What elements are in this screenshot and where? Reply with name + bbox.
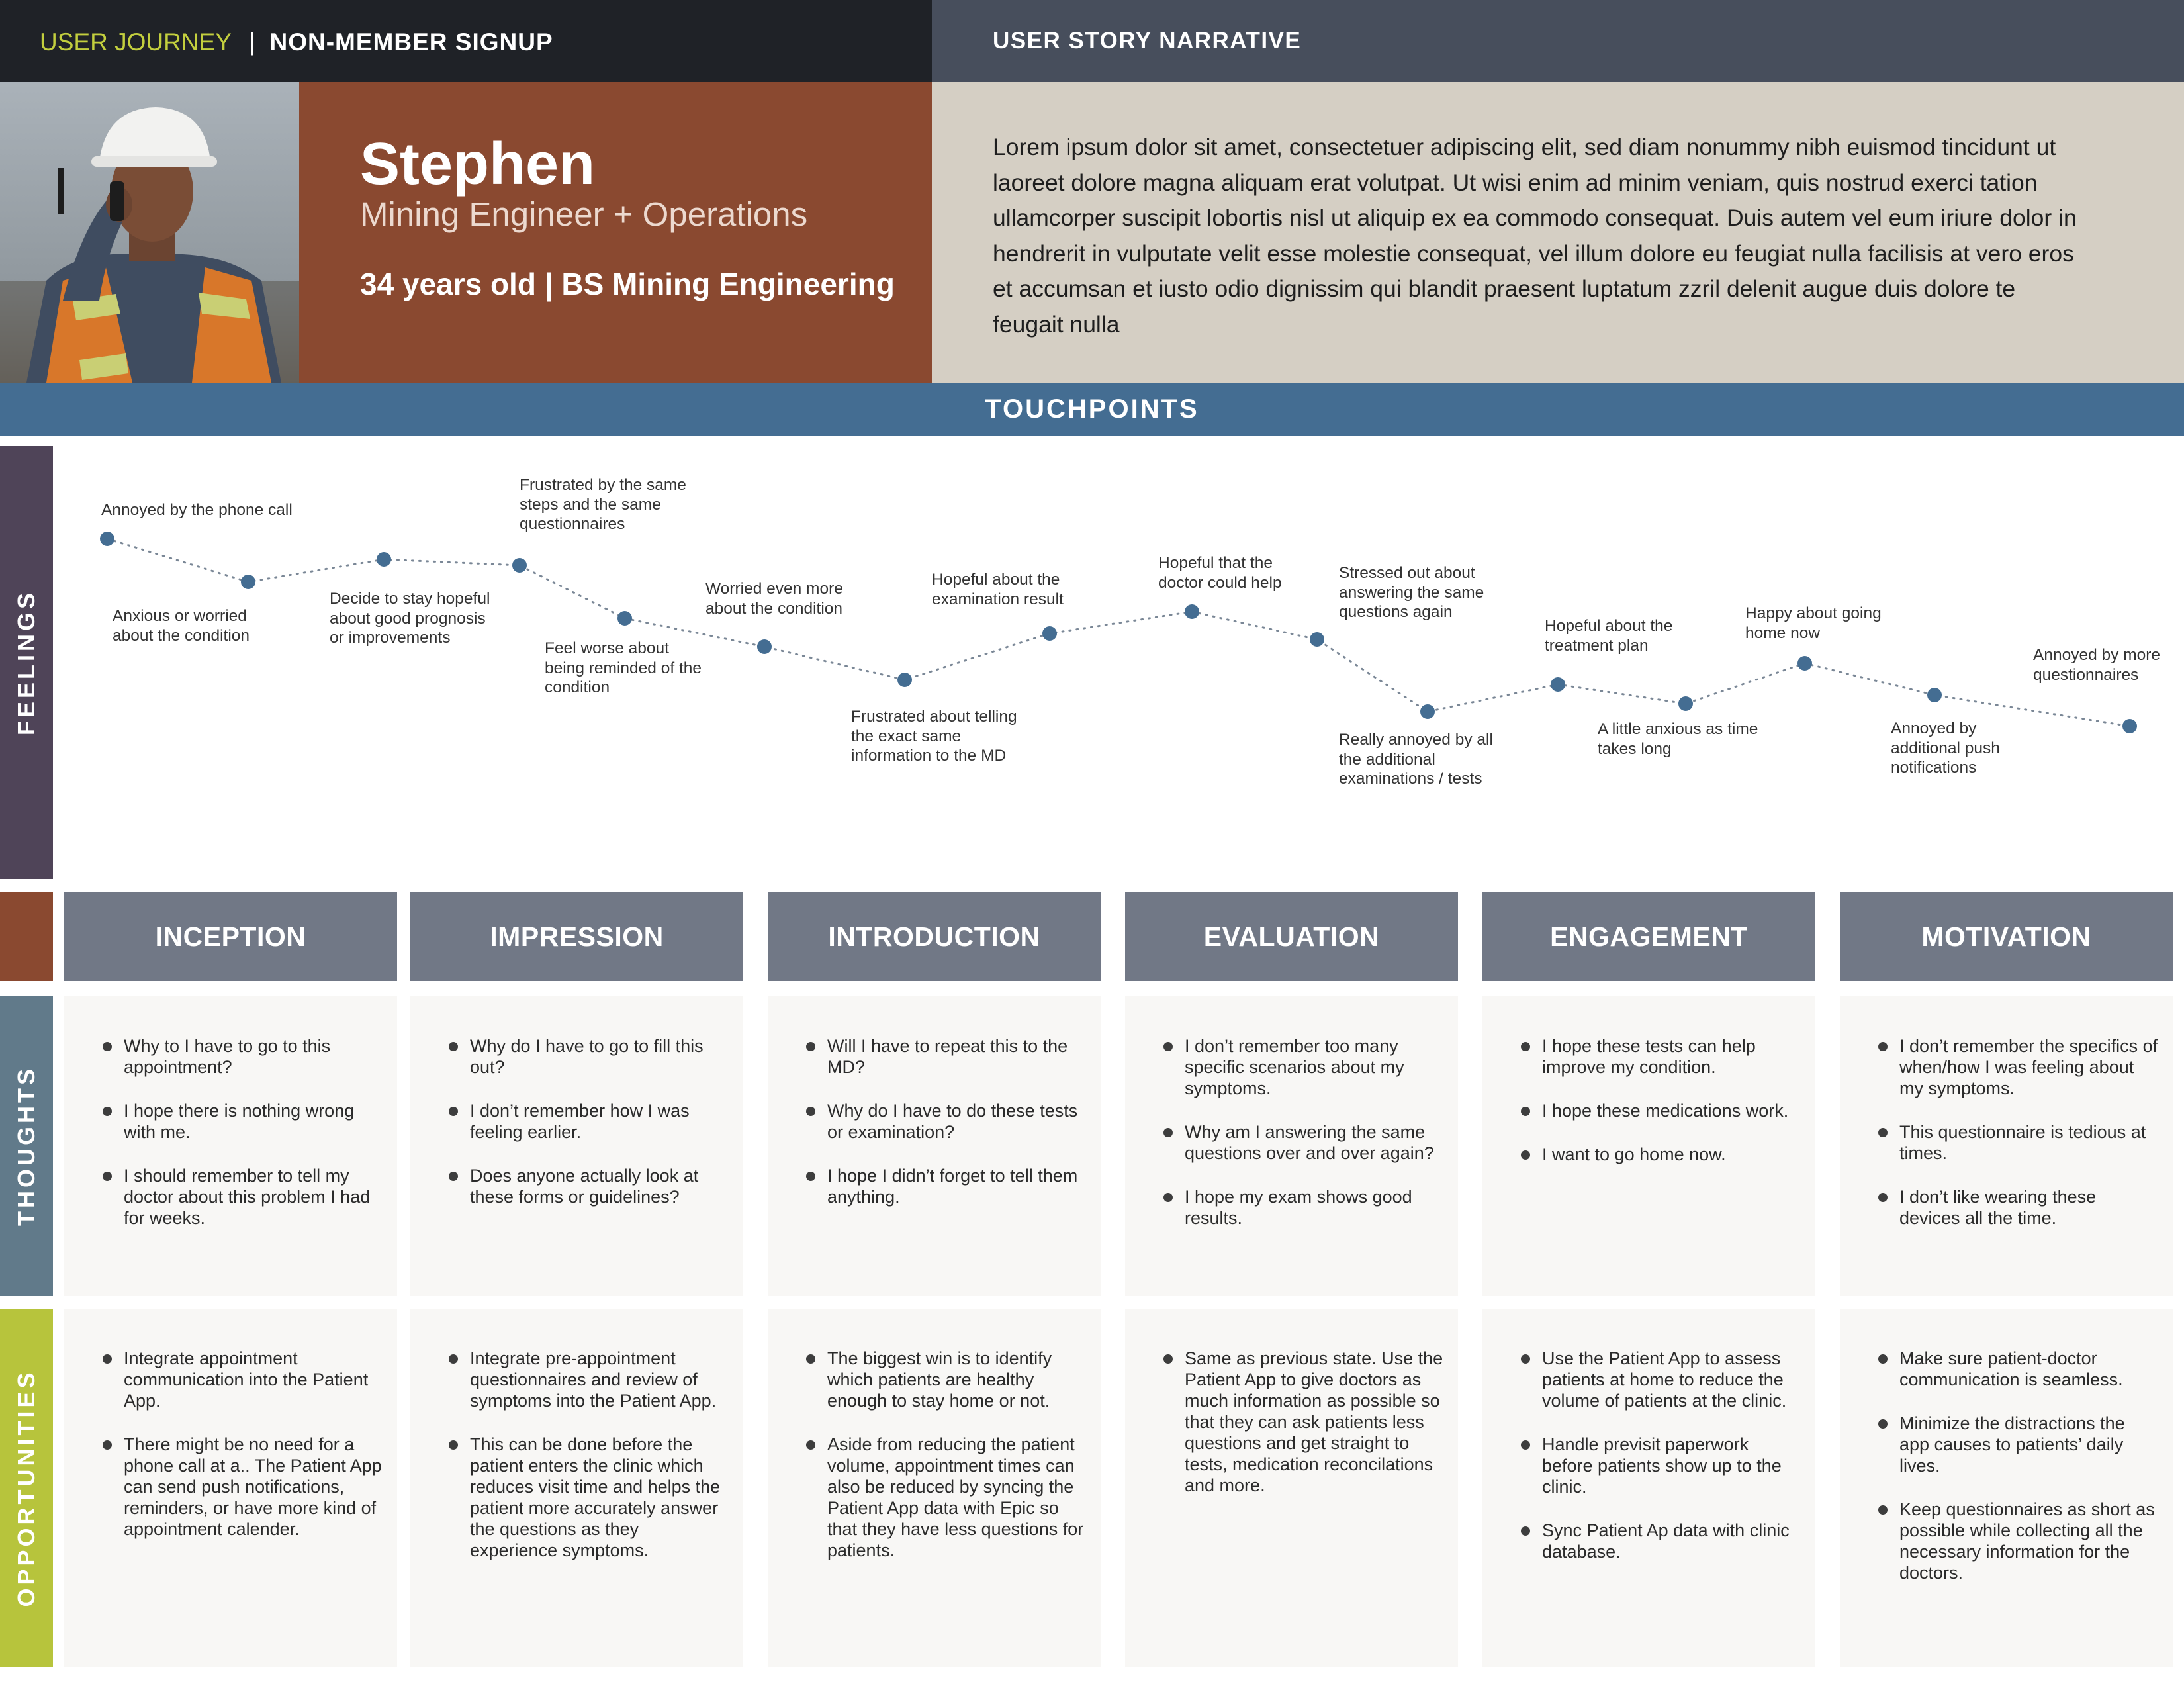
feeling-point: [1797, 656, 1812, 671]
feeling-point: [1678, 696, 1693, 711]
thoughts-cell: [1482, 996, 1815, 1296]
narrative-text: Lorem ipsum dolor sit amet, consectetuer adipiscing elit, sed diam nonummy nibh euismod tincidunt ut laoreet dolore magna aliquam erat volutpat. Ut wisi enim ad minim veniam, quis nostrud exerci tation ullamcorper suscipit lobortis nisl ut aliquip ex ea commodo consequat. Duis autem vel eum iriure dolor in hendrerit in vulputate velit esse molestie consequat, vel illum dolore eu feugiat nulla facilisis at vero eros et accumsan et iusto odio dignissim qui blandit praesent luptatum zzril delenit augue duis dolore te feugait nulla: [993, 134, 2077, 338]
thoughts-list: [1521, 1035, 1802, 1188]
phase-header-impression: IMPRESSION: [410, 892, 743, 981]
thoughts-cell: [1125, 996, 1458, 1296]
opportunities-list: [806, 1348, 1087, 1583]
opportunity-item: Integrate appointment communication into the Patient App.: [103, 1348, 384, 1411]
feeling-label: Frustrated by the same steps and the same questionnaires: [520, 476, 686, 533]
opportunity-item: Same as previous state. Use the Patient App to give doctors as much information as possible so that they can ask patients less questions and get straight to tests, medication reconcilations and more.: [1163, 1348, 1445, 1496]
opportunity-item: The biggest win is to identify which patients are healthy enough to stay home or not.: [806, 1348, 1087, 1411]
feeling-label: Annoyed by more questionnaires: [2033, 646, 2161, 684]
opportunities-cell: [64, 1309, 397, 1667]
opportunities-cell: [1482, 1309, 1815, 1667]
feeling-label: Hopeful about the examination result: [932, 571, 1064, 608]
phase-header-engagement: ENGAGEMENT: [1482, 892, 1815, 981]
feeling-label: Annoyed by additional push notifications: [1891, 720, 2000, 776]
thoughts-list: [1878, 1035, 2160, 1251]
persona-role: Mining Engineer + Operations: [360, 195, 808, 233]
feeling-label: Hopeful that the doctor could help: [1158, 554, 1282, 592]
thoughts-list: [449, 1035, 730, 1230]
thought-item: I hope these medications work.: [1521, 1100, 1802, 1121]
phase-header-evaluation: EVALUATION: [1125, 892, 1458, 981]
feeling-point: [100, 532, 114, 546]
feeling-point: [897, 673, 912, 687]
opportunity-item: Use the Patient App to assess patients at home to reduce the volume of patients at the clinic.: [1521, 1348, 1802, 1411]
thought-item: I hope these tests can help improve my condition.: [1521, 1035, 1802, 1078]
opportunities-cell: [768, 1309, 1101, 1667]
opportunities-label: OPPORTUNITIES: [13, 1369, 40, 1607]
feeling-point: [1042, 626, 1057, 641]
opportunity-item: Integrate pre-appointment questionnaires and review of symptoms into the Patient App.: [449, 1348, 730, 1411]
opportunity-item: Minimize the distractions the app causes to patients’ daily lives.: [1878, 1413, 2160, 1476]
feeling-label: Hopeful about the treatment plan: [1545, 617, 1673, 655]
breadcrumb-section: USER JOURNEY: [40, 28, 232, 56]
feeling-label: Annoyed by the phone call: [101, 501, 293, 519]
thoughts-cell: [64, 996, 397, 1296]
thought-item: Why do I have to go to fill this out?: [449, 1035, 730, 1078]
thought-item: I don’t remember too many specific scenarios about my symptoms.: [1163, 1035, 1445, 1099]
feeling-point: [1927, 688, 1942, 702]
feeling-label: A little anxious as time takes long: [1598, 720, 1758, 758]
feelings-label: FEELINGS: [13, 589, 40, 736]
thought-item: I don’t remember the specifics of when/how I was feeling about my symptoms.: [1878, 1035, 2160, 1099]
thought-item: Why do I have to do these tests or examination?: [806, 1100, 1087, 1143]
opportunity-item: Aside from reducing the patient volume, appointment times can also be reduced by syncing the Patient App data with Epic so that they have less questions for patients.: [806, 1434, 1087, 1561]
opportunity-item: Handle previsit paperwork before patients show up to the clinic.: [1521, 1434, 1802, 1497]
thoughts-list: [806, 1035, 1087, 1230]
feeling-label: Happy about going home now: [1745, 604, 1882, 642]
feeling-label: Anxious or worried about the condition: [113, 607, 250, 645]
opportunities-cell: [1840, 1309, 2173, 1667]
feeling-label: Really annoyed by all the additional examinations / tests: [1339, 731, 1493, 788]
opportunities-list: [1878, 1348, 2160, 1606]
feeling-point: [2122, 719, 2137, 733]
feeling-label: Decide to stay hopeful about good prognosis or improvements: [330, 590, 490, 647]
breadcrumb-separator: |: [248, 28, 255, 56]
thought-item: I don’t like wearing these devices all the time.: [1878, 1186, 2160, 1229]
phase-header-motivation: MOTIVATION: [1840, 892, 2173, 981]
thoughts-cell: [1840, 996, 2173, 1296]
opportunity-item: Sync Patient Ap data with clinic database.: [1521, 1520, 1802, 1562]
opportunity-item: This can be done before the patient enters the clinic which reduces visit time and helps the patient more accurately answer the questions as they experience symptoms.: [449, 1434, 730, 1561]
thoughts-label: THOUGHTS: [13, 1066, 40, 1226]
feeling-point: [377, 552, 391, 567]
feeling-point: [757, 639, 772, 654]
feeling-point: [617, 611, 632, 626]
feeling-point: [1551, 677, 1565, 692]
feeling-label: Frustrated about telling the exact same information to the MD: [851, 708, 1017, 765]
thought-item: Why am I answering the same questions over and over again?: [1163, 1121, 1445, 1164]
phase-header-introduction: INTRODUCTION: [768, 892, 1101, 981]
opportunities-cell: [1125, 1309, 1458, 1667]
feeling-label: Stressed out about answering the same questions again: [1339, 564, 1484, 621]
thought-item: This questionnaire is tedious at times.: [1878, 1121, 2160, 1164]
feeling-point: [1310, 632, 1324, 647]
thought-item: I hope my exam shows good results.: [1163, 1186, 1445, 1229]
thought-item: I hope I didn’t forget to tell them anything.: [806, 1165, 1087, 1207]
opportunity-item: Make sure patient-doctor communication is seamless.: [1878, 1348, 2160, 1390]
thought-item: I should remember to tell my doctor about this problem I had for weeks.: [103, 1165, 384, 1229]
thought-item: I don’t remember how I was feeling earlier.: [449, 1100, 730, 1143]
thought-item: Does anyone actually look at these forms or guidelines?: [449, 1165, 730, 1207]
opportunities-list: [1521, 1348, 1802, 1585]
thoughts-cell: [410, 996, 743, 1296]
thoughts-list: [103, 1035, 384, 1251]
thoughts-cell: [768, 996, 1101, 1296]
persona-name: Stephen: [360, 131, 596, 197]
thought-item: I want to go home now.: [1521, 1144, 1802, 1165]
opportunity-item: Keep questionnaires as short as possible while collecting all the necessary information for the doctors.: [1878, 1499, 2160, 1583]
story-label: USER STORY NARRATIVE: [993, 28, 1302, 54]
opportunities-list: [1163, 1348, 1445, 1519]
feeling-label: Feel worse about being reminded of the condition: [545, 639, 702, 696]
feeling-point: [512, 558, 527, 573]
feeling-point: [1420, 704, 1435, 719]
touchpoints-banner: TOUCHPOINTS: [0, 383, 2184, 436]
thought-item: Will I have to repeat this to the MD?: [806, 1035, 1087, 1078]
thought-item: I hope there is nothing wrong with me.: [103, 1100, 384, 1143]
thoughts-list: [1163, 1035, 1445, 1251]
breadcrumb-flow: NON-MEMBER SIGNUP: [269, 28, 553, 56]
thought-item: Why to I have to go to this appointment?: [103, 1035, 384, 1078]
opportunities-list: [449, 1348, 730, 1583]
persona-details: 34 years old | BS Mining Engineering: [360, 267, 895, 301]
feeling-point: [241, 575, 255, 589]
opportunity-item: There might be no need for a phone call at a.. The Patient App can send push notifications, reminders, or have more kind of appointment calender.: [103, 1434, 384, 1540]
opportunities-list: [103, 1348, 384, 1562]
feeling-label: Worried even more about the condition: [705, 580, 843, 618]
feeling-point: [1185, 604, 1199, 619]
phase-header-inception: INCEPTION: [64, 892, 397, 981]
opportunities-cell: [410, 1309, 743, 1667]
